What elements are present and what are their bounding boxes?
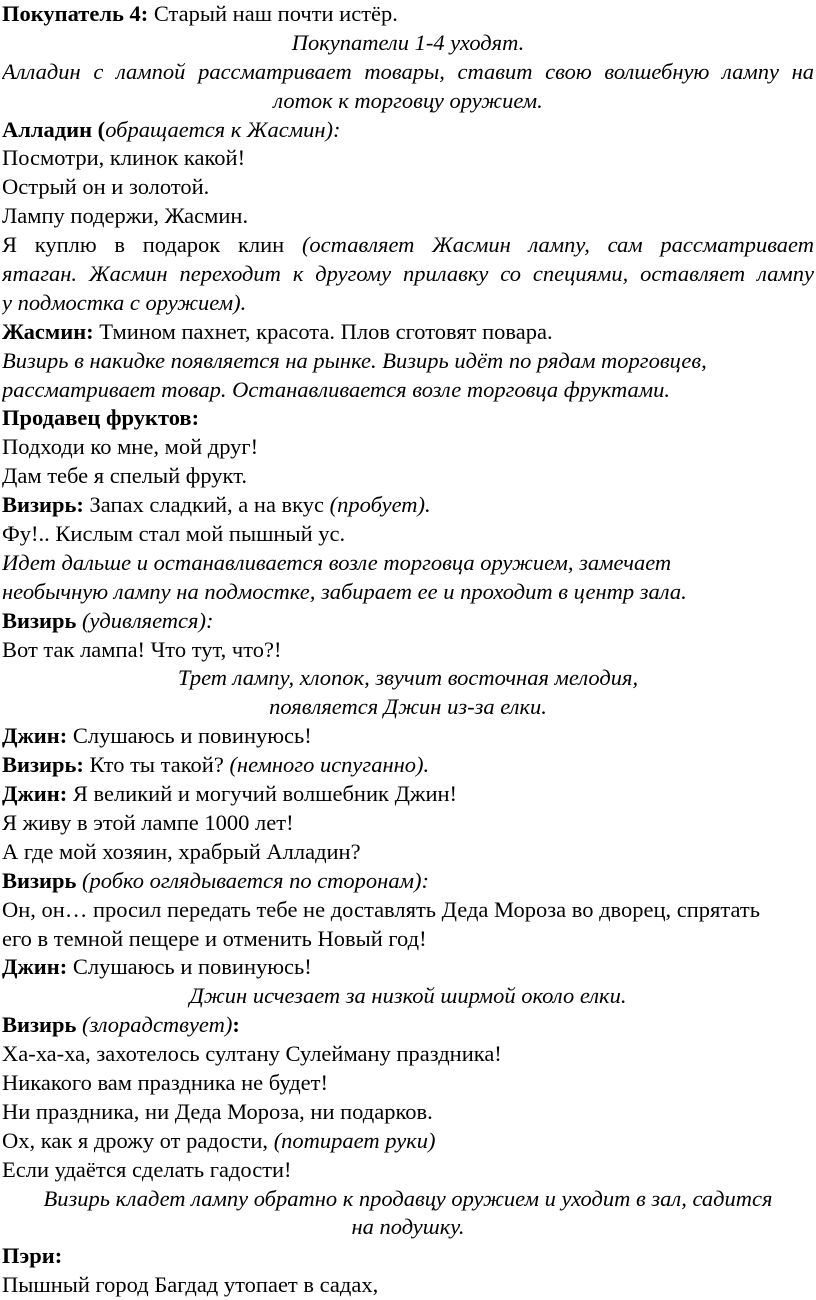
text-line bbox=[2, 0, 814, 29]
dialogue-text: Подходи ко мне, мой друг! bbox=[2, 434, 259, 460]
speaker-name: Джин: bbox=[2, 723, 68, 749]
speaker-name: Джин: bbox=[2, 781, 68, 807]
speaker-name: Пэри: bbox=[2, 1243, 63, 1269]
text-line bbox=[2, 867, 814, 896]
text-line bbox=[2, 58, 814, 87]
text-line bbox=[2, 896, 814, 925]
text-line bbox=[2, 29, 814, 58]
text-line bbox=[2, 1127, 814, 1156]
text-line bbox=[2, 607, 814, 636]
dialogue-text: Вот так лампа! Что тут, что?! bbox=[2, 636, 282, 662]
text-line bbox=[2, 1156, 814, 1185]
stage-direction: Идет дальше и останавливается возле торговца оружием, замечает bbox=[2, 549, 672, 575]
stage-direction: Визирь в накидке появляется на рынке. Визирь идёт по рядам торговцев, bbox=[2, 347, 707, 373]
text-line bbox=[2, 809, 814, 838]
stage-direction: (пробует). bbox=[329, 492, 431, 518]
text-line bbox=[2, 1213, 814, 1242]
text-line bbox=[2, 404, 814, 433]
stage-direction: Алладин с лампой рассматривает товары, ставит свою волшебную лампу на bbox=[2, 58, 814, 84]
text-line bbox=[2, 636, 814, 665]
stage-direction: ятаган. Жасмин переходит к другому прилавку со специями, оставляет лампу bbox=[2, 261, 814, 287]
stage-direction: Трет лампу, хлопок, звучит восточная мелодия, bbox=[177, 665, 639, 691]
dialogue-text: Если удаётся сделать гадости! bbox=[2, 1156, 292, 1182]
text-line bbox=[2, 433, 814, 462]
text-line bbox=[2, 231, 814, 260]
dialogue-text: Фу!.. Кислым стал мой пышный ус. bbox=[2, 521, 346, 547]
speaker-name: Визирь: bbox=[2, 492, 84, 518]
dialogue-text: А где мой хозяин, храбрый Алладин? bbox=[2, 838, 361, 864]
dialogue-text: Слушаюсь и повинуюсь! bbox=[67, 723, 312, 749]
speaker-name: Джин: bbox=[2, 954, 68, 980]
text-line bbox=[2, 838, 814, 867]
text-line bbox=[2, 462, 814, 491]
dialogue-text: Дам тебе я спелый фрукт. bbox=[2, 463, 247, 489]
text-line bbox=[2, 520, 814, 549]
dialogue-text: Запах сладкий, а на вкус bbox=[83, 492, 330, 518]
speaker-name: Визирь bbox=[2, 1012, 77, 1038]
dialogue-text: Пышный город Багдад утопает в садах, bbox=[2, 1272, 379, 1298]
dialogue-text: Никакого вам праздника не будет! bbox=[2, 1069, 328, 1095]
dialogue-text: Ни праздника, ни Деда Мороза, ни подарков. bbox=[2, 1098, 433, 1124]
text-line bbox=[2, 289, 814, 318]
stage-direction: (потирает руки) bbox=[273, 1127, 436, 1153]
stage-direction: Джин исчезает за низкой ширмой около елки. bbox=[189, 983, 627, 1009]
dialogue-text: Он, он… просил передать тебе не доставлять Деда Мороза во дворец, спрятать bbox=[2, 896, 761, 922]
text-line bbox=[2, 780, 814, 809]
speaker-name: Визирь bbox=[2, 867, 77, 893]
text-line bbox=[2, 173, 814, 202]
dialogue-text: Старый наш почти истёр. bbox=[148, 1, 398, 26]
dialogue-text: Ох, как я дрожу от радости, bbox=[2, 1127, 274, 1153]
stage-direction: появляется Джин из-за елки. bbox=[269, 694, 547, 720]
text-line bbox=[2, 722, 814, 751]
stage-direction: (удивляется): bbox=[76, 607, 214, 633]
text-line bbox=[2, 953, 814, 982]
dialogue-text: его в темной пещере и отменить Новый год! bbox=[2, 925, 427, 951]
dialogue-text: Я живу в этой лампе 1000 лет! bbox=[2, 809, 294, 835]
text-line bbox=[2, 347, 814, 376]
text-line bbox=[2, 491, 814, 520]
text-line bbox=[2, 549, 814, 578]
speaker-name: Жасмин: bbox=[2, 318, 94, 344]
dialogue-text: Слушаюсь и повинуюсь! bbox=[67, 954, 312, 980]
stage-direction: (оставляет Жасмин лампу, сам рассматривает bbox=[301, 232, 814, 258]
text-line bbox=[2, 1242, 814, 1271]
text-line bbox=[2, 1069, 814, 1098]
text-line bbox=[2, 578, 814, 607]
dialogue-text: Я великий и могучий волшебник Джин! bbox=[67, 781, 458, 807]
text-line bbox=[2, 982, 814, 1011]
speaker-name: Алладин ( bbox=[2, 116, 106, 142]
stage-direction: обращается к Жасмин): bbox=[105, 116, 341, 142]
dialogue-text: Кто ты такой? bbox=[83, 752, 230, 778]
text-line bbox=[2, 693, 814, 722]
dialogue-text: Острый он и золотой. bbox=[2, 174, 210, 200]
text-line bbox=[2, 751, 814, 780]
speaker-name: Визирь bbox=[2, 607, 77, 633]
text-line bbox=[2, 1185, 814, 1214]
stage-direction: (робко оглядывается по сторонам): bbox=[76, 867, 429, 893]
text-line bbox=[2, 1011, 814, 1040]
text-line bbox=[2, 202, 814, 231]
stage-direction: необычную лампу на подмостке, забирает ее и проходит в центр зала. bbox=[2, 578, 687, 604]
text-line bbox=[2, 144, 814, 173]
text-line bbox=[2, 925, 814, 954]
stage-direction: у подмостка с оружием). bbox=[2, 289, 247, 315]
dialogue-text: Посмотри, клинок какой! bbox=[2, 145, 246, 171]
dialogue-text: Лампу подержи, Жасмин. bbox=[2, 203, 249, 229]
stage-direction: (злорадствует) bbox=[76, 1012, 233, 1038]
text-line bbox=[2, 1040, 814, 1069]
text-line bbox=[2, 1098, 814, 1127]
dialogue-text: Тмином пахнет, красота. Плов сготовят повара. bbox=[93, 318, 553, 344]
text-line bbox=[2, 260, 814, 289]
text-line bbox=[2, 87, 814, 116]
speaker-name: Визирь: bbox=[2, 752, 84, 778]
dialogue-text: Ха-ха-ха, захотелось султану Сулейману праздника! bbox=[2, 1041, 502, 1067]
stage-direction: на подушку. bbox=[351, 1214, 465, 1240]
speaker-name: : bbox=[232, 1012, 240, 1038]
speaker-name: Продавец фруктов: bbox=[2, 405, 200, 431]
text-line bbox=[2, 318, 814, 347]
stage-direction: рассматривает товар. Останавливается возле торговца фруктами. bbox=[2, 376, 670, 402]
text-line bbox=[2, 376, 814, 405]
text-line bbox=[2, 664, 814, 693]
stage-direction: (немного испуганно). bbox=[229, 752, 430, 778]
stage-direction: Визирь кладет лампу обратно к продавцу оружием и уходит в зал, садится bbox=[43, 1185, 773, 1211]
stage-direction: Покупатели 1-4 уходят. bbox=[291, 29, 525, 55]
dialogue-text: Я куплю в подарок клин bbox=[2, 232, 302, 258]
stage-direction: лоток к торговцу оружием. bbox=[273, 87, 543, 113]
speaker-name: Покупатель 4: bbox=[2, 1, 149, 26]
text-line bbox=[2, 116, 814, 145]
